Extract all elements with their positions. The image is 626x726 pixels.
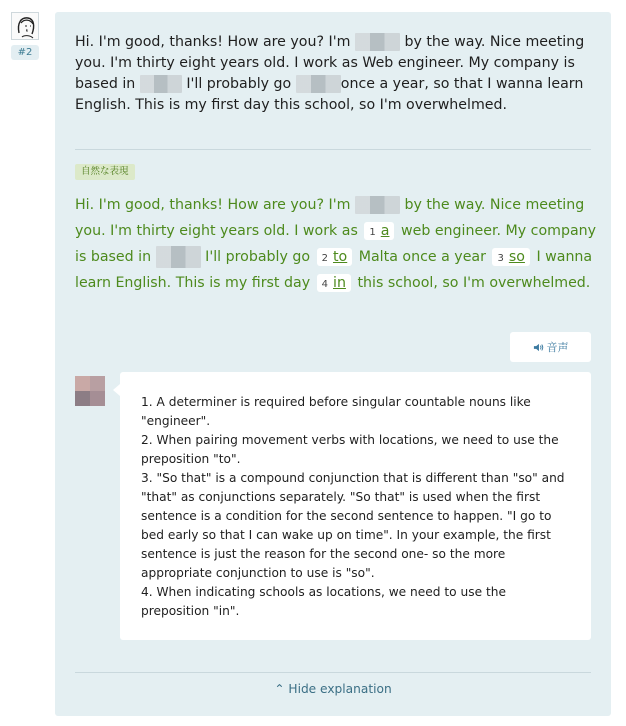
- corrected-segment: this school, so I'm overwhelmed.: [357, 275, 591, 291]
- explanation-text: [141, 393, 571, 621]
- speaker-icon: [533, 342, 544, 353]
- original-segment: Hi. I'm good, thanks! How are you? I'm: [75, 34, 351, 50]
- corrected-text: [75, 192, 600, 296]
- section-divider: [75, 149, 591, 150]
- explanation-line-1: 1. A determiner is required before singular countable nouns like "engineer".: [141, 395, 531, 428]
- original-segment: once a year, so that I wanna learn English. This is my first day this school, so I'm overwhelmed.: [75, 76, 584, 113]
- correction-card: [55, 12, 611, 716]
- redacted-place: [296, 75, 341, 93]
- mark-number: 1: [369, 227, 376, 238]
- redacted-name: [355, 33, 400, 51]
- original-segment: I'll probably go: [186, 76, 292, 92]
- explanation-line-3: 3. "So that" is a compound conjunction that is different than "so" and "that" as conjunctions separately. "So that" is used when the first sentence is a condition for the second sentence to happen. "I go to bed early so that I can wake up on time". In your example, the first sentence is just the reason for the second one- so the more appropriate conjunction to use is "so".: [141, 471, 565, 580]
- natural-expression-tag: 自然な表現: [75, 164, 135, 180]
- original-text: [75, 32, 595, 116]
- avatar-pixel: [90, 376, 105, 391]
- audio-label: 音声: [546, 341, 569, 354]
- correction-mark-4[interactable]: [317, 274, 351, 292]
- redacted-name: [355, 196, 400, 214]
- explanation-line-4: 4. When indicating schools as locations, we need to use the preposition "in".: [141, 585, 506, 618]
- mark-word: a: [380, 223, 390, 239]
- avatar-pixel: [75, 391, 90, 406]
- corrected-segment: Malta once a year: [358, 249, 486, 265]
- correction-mark-3[interactable]: [492, 248, 529, 266]
- avatar-face-icon: [12, 13, 39, 40]
- audio-button[interactable]: [510, 332, 591, 362]
- hide-explanation-link[interactable]: ⌃ Hide explanation: [274, 682, 392, 696]
- post-number-badge[interactable]: #2: [11, 45, 39, 60]
- corrected-segment: I'll probably go: [205, 249, 311, 265]
- mark-number: 3: [497, 253, 504, 264]
- correction-mark-1[interactable]: [364, 222, 394, 240]
- redacted-city: [140, 75, 182, 93]
- mark-number: 4: [321, 279, 328, 290]
- explanation-line-2: 2. When pairing movement verbs with locations, we need to use the preposition "to".: [141, 433, 559, 466]
- correction-mark-2[interactable]: [317, 248, 353, 266]
- mark-number: 2: [321, 253, 328, 264]
- user-avatar[interactable]: [11, 12, 39, 40]
- redacted-city: [156, 246, 201, 268]
- reviewer-avatar[interactable]: [75, 376, 105, 406]
- mark-word: to: [332, 249, 348, 265]
- explanation-bubble: [120, 372, 591, 640]
- corrected-segment: I wanna learn English. This is my first day: [75, 249, 593, 291]
- corrected-segment: by the way. Nice meeting you. I'm thirty eight years old. I work as: [75, 197, 585, 239]
- corrected-segment: Hi. I'm good, thanks! How are you? I'm: [75, 197, 351, 213]
- mark-word: so: [508, 249, 525, 265]
- original-segment: by the way. Nice meeting you. I'm thirty eight years old. I work as Web engineer. My company is based in: [75, 34, 585, 92]
- avatar-pixel: [75, 376, 90, 391]
- mark-word: in: [333, 275, 346, 291]
- avatar-pixel: [90, 391, 105, 406]
- corrected-segment: web engineer. My company is based in: [75, 223, 597, 265]
- footer-divider: [75, 672, 591, 673]
